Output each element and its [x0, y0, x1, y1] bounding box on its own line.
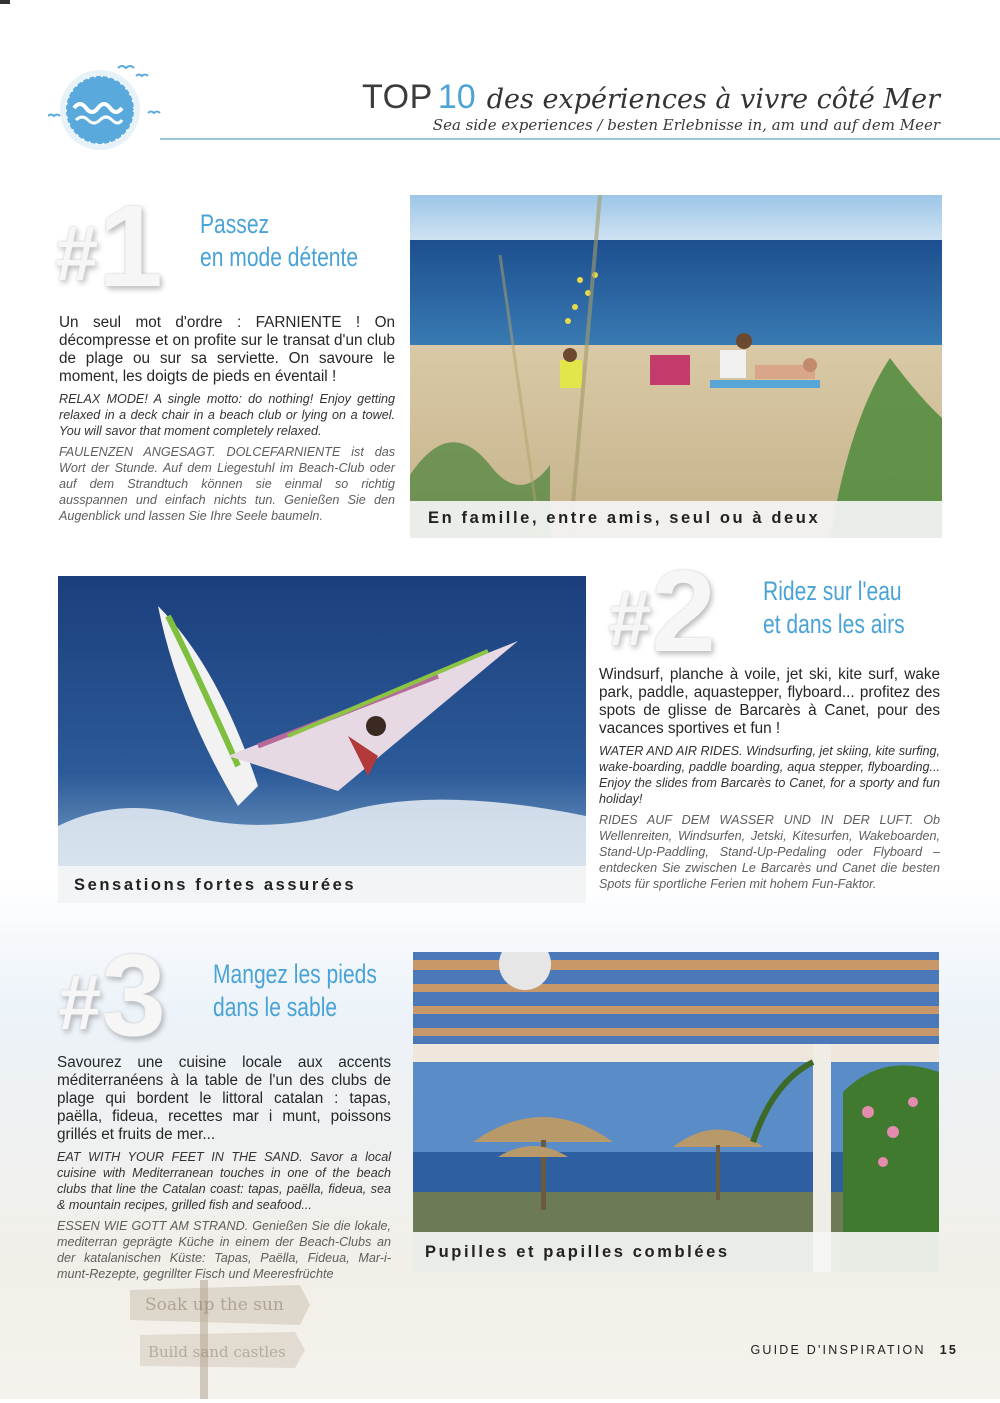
text-fr-1: Un seul mot d'ordre : FARNIENTE ! On décompresse et on profite sur le transat d'un club de plage ou sur sa serviette. On savoure le moment, les doigts de pieds en éventail ! — [59, 314, 395, 385]
section-heading-2 — [763, 575, 905, 641]
page-subtitle: Sea side experiences / besten Erlebnisse in, am und auf dem Meer — [432, 116, 940, 134]
sea-logo — [48, 58, 163, 153]
text-en-1: RELAX MODE! A single motto: do nothing! Enjoy getting relaxed in a deck chair in a beach club or lying on a towel. You will savor that moment completely relaxed. — [59, 392, 395, 438]
section-heading-3 — [213, 958, 377, 1024]
section-number-2 — [608, 546, 716, 676]
page-number: 15 — [939, 1343, 958, 1357]
heading-2-line1: Ridez sur l'eau — [763, 576, 902, 606]
background-signs — [130, 1280, 330, 1399]
digit-3: 3 — [101, 930, 166, 1060]
sign-soak-up-the-sun: Soak up the sun — [145, 1295, 284, 1315]
hash-2: # — [608, 574, 652, 662]
photo-beach-relax — [410, 195, 942, 538]
section-text-2 — [599, 666, 940, 892]
heading-2-line2: et dans les airs — [763, 609, 905, 639]
text-de-1: FAULENZEN ANGESAGT. DOLCEFARNIENTE ist das Wort der Stunde. Auf dem Liegestuhl im Beach-Club oder auf dem Strandtuch können sie einmal so richtig ausspannen und einfach nichts tun. Genießen Sie den Augenblick und lassen Sie Ihre Seele baumeln. — [59, 445, 395, 523]
heading-1-line1: Passez — [200, 209, 270, 239]
hash-3: # — [58, 958, 102, 1046]
title-script: des expériences à vivre côté Mer — [486, 84, 940, 115]
corner-mark — [0, 0, 10, 4]
digit-1: 1 — [98, 181, 163, 311]
hash-1: # — [55, 209, 99, 297]
title-ten: 10 — [437, 78, 476, 116]
title-rule — [160, 138, 1000, 140]
page-title — [362, 78, 940, 117]
text-de-3: ESSEN WIE GOTT AM STRAND. Genießen Sie die lokale, mediterran geprägte Küche in einem der Beach-Clubs an der katalanischen Küste: Tapas, Paëlla, Fideua, Mar-i-munt-Rezepte, gegrillter Fisch und Meeresfrüchte — [57, 1219, 391, 1281]
photo-beach-restaurant — [413, 952, 939, 1272]
digit-2: 2 — [651, 546, 716, 676]
photo-windsurf — [58, 576, 586, 903]
footer-label: GUIDE D'INSPIRATION — [750, 1343, 926, 1357]
section-heading-1 — [200, 208, 358, 274]
page-footer — [750, 1343, 958, 1357]
title-top: TOP — [361, 78, 433, 116]
section-text-1 — [59, 314, 395, 524]
heading-3-line1: Mangez les pieds — [213, 959, 377, 989]
sign-build-sand-castles: Build sand castles — [148, 1343, 286, 1361]
caption-1: En famille, entre amis, seul ou à deux — [428, 509, 821, 527]
caption-2: Sensations fortes assurées — [74, 876, 357, 894]
section-number-1 — [55, 181, 163, 311]
section-number-3 — [58, 930, 166, 1060]
heading-3-line2: dans le sable — [213, 992, 338, 1022]
text-fr-3: Savourez une cuisine locale aux accents méditerranéens à la table de l'un des clubs de plage qui bordent le littoral catalan : tapas, paëlla, fideua, recettes mar i munt, poissons grillés et fruits de mer... — [57, 1054, 391, 1143]
text-en-3: EAT WITH YOUR FEET IN THE SAND. Savor a local cuisine with Mediterranean touches in one of the beach clubs that line the Catalan coast: tapas, paëlla, fideua, sea & mountain recipes, grilled fish and seafood... — [57, 1150, 391, 1212]
caption-3: Pupilles et papilles comblées — [425, 1243, 730, 1261]
text-en-2: WATER AND AIR RIDES. Windsurfing, jet skiing, kite surfing, wake-boarding, paddle boarding, aqua stepper, flyboarding... Enjoy the slides from Barcarès to Canet, for a sporty and fun holiday! — [599, 744, 940, 806]
text-fr-2: Windsurf, planche à voile, jet ski, kite surf, wake park, paddle, aquastepper, flyboard... profitez des spots de glisse de Barcarès à Canet, pour des vacances sportives et fun ! — [599, 666, 940, 737]
text-de-2: RIDES AUF DEM WASSER UND IN DER LUFT. Ob Wellenreiten, Windsurfen, Jetski, Kitesurfen, Wakeboarden, Stand-Up-Paddling, Stand-Up-Pedaling oder Flyboard – entdecken Sie zwischen Le Barcarès und Canet die besten Spots für sportliche Ferien mit hohem Fun-Faktor. — [599, 813, 940, 891]
heading-1-line2: en mode détente — [200, 242, 359, 272]
section-text-3 — [57, 1054, 391, 1282]
